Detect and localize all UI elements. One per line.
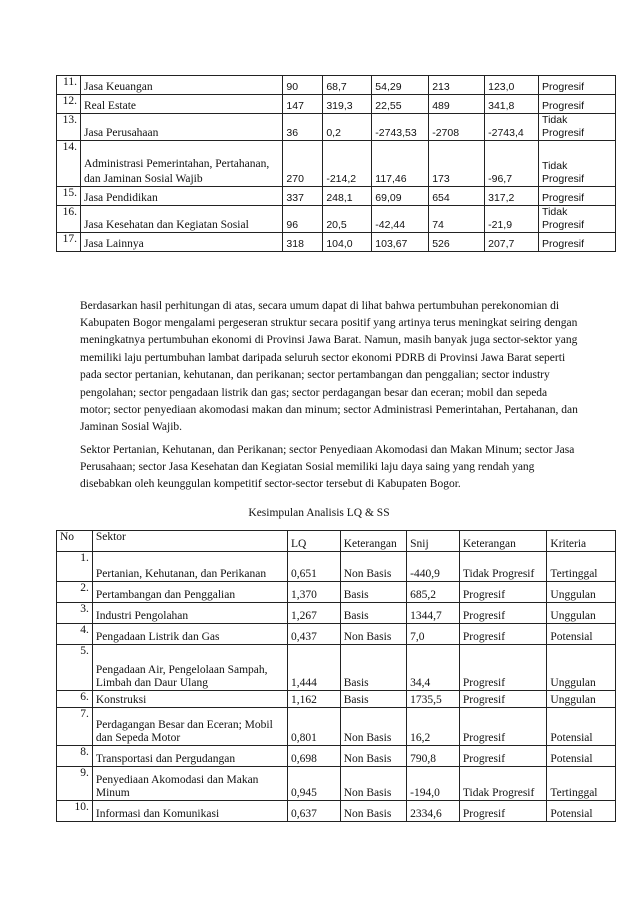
table-row	[57, 603, 616, 624]
lq-value: 0,698	[287, 746, 340, 767]
value-cell: -96,7	[485, 141, 539, 187]
table-row	[57, 114, 616, 141]
lq-value: 0,437	[287, 624, 340, 645]
sector-name: Jasa Perusahaan	[80, 114, 282, 141]
row-number: 10.	[57, 801, 93, 822]
lq-status: Basis	[340, 691, 406, 708]
snij-value: 7,0	[407, 624, 460, 645]
value-cell: -42,44	[372, 206, 429, 233]
table-row	[57, 801, 616, 822]
ss-status: Progresif	[459, 801, 547, 822]
value-cell: -2743,4	[485, 114, 539, 141]
table-row	[57, 708, 616, 746]
table-row	[57, 691, 616, 708]
value-cell: 654	[429, 187, 485, 206]
table-row	[57, 767, 616, 801]
lq-value: 1,162	[287, 691, 340, 708]
sector-name: Pengadaan Air, Pengelolaan Sampah, Limbah dan Daur Ulang	[92, 645, 287, 691]
value-cell: 69,09	[372, 187, 429, 206]
value-cell: 96	[283, 206, 323, 233]
value-cell: 104,0	[323, 233, 372, 252]
lq-status: Non Basis	[340, 624, 406, 645]
lq-status: Non Basis	[340, 746, 406, 767]
value-cell: 337	[283, 187, 323, 206]
header-snij: Snij	[407, 531, 460, 552]
value-cell: 270	[283, 141, 323, 187]
sector-name: Pertambangan dan Penggalian	[92, 582, 287, 603]
table-row	[57, 624, 616, 645]
criteria-cell: Tertinggal	[547, 552, 616, 582]
value-cell: 123,0	[485, 76, 539, 95]
table-row	[57, 141, 616, 187]
sector-name: Real Estate	[80, 95, 282, 114]
value-cell: 147	[283, 95, 323, 114]
lq-ss-conclusion-table	[56, 530, 616, 822]
ss-status: Tidak Progresif	[459, 552, 547, 582]
criteria-cell: Unggulan	[547, 645, 616, 691]
row-number: 13.	[57, 114, 81, 141]
value-cell: 489	[429, 95, 485, 114]
lq-status: Basis	[340, 582, 406, 603]
criteria-cell: Unggulan	[547, 582, 616, 603]
status-cell: Progresif	[539, 76, 616, 95]
lq-status: Non Basis	[340, 552, 406, 582]
value-cell: 248,1	[323, 187, 372, 206]
value-cell: 173	[429, 141, 485, 187]
row-number: 3.	[57, 603, 93, 624]
status-cell: Tidak Progresif	[539, 114, 616, 141]
lq-value: 1,267	[287, 603, 340, 624]
value-cell: 103,67	[372, 233, 429, 252]
value-cell: 90	[283, 76, 323, 95]
header-keterangan-ss: Keterangan	[459, 531, 547, 552]
table-row	[57, 187, 616, 206]
table-row	[57, 552, 616, 582]
value-cell: 22,55	[372, 95, 429, 114]
lq-value: 1,370	[287, 582, 340, 603]
header-keterangan-lq: Keterangan	[340, 531, 406, 552]
snij-value: -194,0	[407, 767, 460, 801]
lq-status: Non Basis	[340, 801, 406, 822]
snij-value: -440,9	[407, 552, 460, 582]
row-number: 12.	[57, 95, 81, 114]
snij-value: 16,2	[407, 708, 460, 746]
header-no: No	[57, 531, 93, 552]
sector-name: Jasa Lainnya	[80, 233, 282, 252]
status-cell: Tidak Progresif	[539, 141, 616, 187]
table-row	[57, 582, 616, 603]
row-number: 17.	[57, 233, 81, 252]
row-number: 8.	[57, 746, 93, 767]
table-row	[57, 746, 616, 767]
ss-status: Progresif	[459, 708, 547, 746]
sector-name: Penyediaan Akomodasi dan Makan Minum	[92, 767, 287, 801]
lq-status: Basis	[340, 645, 406, 691]
sector-name: Jasa Pendidikan	[80, 187, 282, 206]
row-number: 16.	[57, 206, 81, 233]
status-cell: Progresif	[539, 233, 616, 252]
shift-share-table	[56, 75, 616, 252]
value-cell: 526	[429, 233, 485, 252]
criteria-cell: Potensial	[547, 624, 616, 645]
ss-status: Progresif	[459, 645, 547, 691]
snij-value: 2334,6	[407, 801, 460, 822]
row-number: 9.	[57, 767, 93, 801]
table-caption: Kesimpulan Analisis LQ & SS	[248, 507, 390, 519]
snij-value: 685,2	[407, 582, 460, 603]
value-cell: 74	[429, 206, 485, 233]
table-row	[57, 233, 616, 252]
lq-status: Non Basis	[340, 708, 406, 746]
value-cell: -21,9	[485, 206, 539, 233]
value-cell: -214,2	[323, 141, 372, 187]
header-kriteria: Kriteria	[547, 531, 616, 552]
value-cell: 0,2	[323, 114, 372, 141]
criteria-cell: Potensial	[547, 708, 616, 746]
lq-value: 0,651	[287, 552, 340, 582]
value-cell: 341,8	[485, 95, 539, 114]
analysis-paragraph-2: Sektor Pertanian, Kehutanan, dan Perikanan; sector Penyediaan Akomodasi dan Makan Minum; sector Jasa Perusahaan; sector Jasa Kesehatan dan Kegiatan Sosial memiliki laju daya saing yang rendah yang disebabkan oleh keunggulan kompetitif sector-sector tersebut di Kabupaten Bogor.	[80, 443, 575, 491]
value-cell: -2743,53	[372, 114, 429, 141]
status-cell: Tidak Progresif	[539, 206, 616, 233]
row-number: 14.	[57, 141, 81, 187]
criteria-cell: Unggulan	[547, 691, 616, 708]
sector-name: Informasi dan Komunikasi	[92, 801, 287, 822]
criteria-cell: Tertinggal	[547, 767, 616, 801]
value-cell: 68,7	[323, 76, 372, 95]
header-sektor: Sektor	[92, 531, 287, 552]
criteria-cell: Potensial	[547, 801, 616, 822]
value-cell: 213	[429, 76, 485, 95]
value-cell: 54,29	[372, 76, 429, 95]
sector-name: Industri Pengolahan	[92, 603, 287, 624]
sector-name: Pertanian, Kehutanan, dan Perikanan	[92, 552, 287, 582]
lq-value: 0,637	[287, 801, 340, 822]
value-cell: 36	[283, 114, 323, 141]
sector-name: Jasa Kesehatan dan Kegiatan Sosial	[80, 206, 282, 233]
sector-name: Pengadaan Listrik dan Gas	[92, 624, 287, 645]
value-cell: -2708	[429, 114, 485, 141]
ss-status: Progresif	[459, 603, 547, 624]
sector-name: Konstruksi	[92, 691, 287, 708]
row-number: 2.	[57, 582, 93, 603]
ss-status: Progresif	[459, 624, 547, 645]
status-cell: Progresif	[539, 95, 616, 114]
row-number: 7.	[57, 708, 93, 746]
table-row	[57, 645, 616, 691]
row-number: 4.	[57, 624, 93, 645]
snij-value: 790,8	[407, 746, 460, 767]
snij-value: 1344,7	[407, 603, 460, 624]
row-number: 6.	[57, 691, 93, 708]
value-cell: 20,5	[323, 206, 372, 233]
ss-status: Tidak Progresif	[459, 767, 547, 801]
value-cell: 207,7	[485, 233, 539, 252]
value-cell: 319,3	[323, 95, 372, 114]
sector-name: Jasa Keuangan	[80, 76, 282, 95]
row-number: 11.	[57, 76, 81, 95]
criteria-cell: Potensial	[547, 746, 616, 767]
snij-value: 34,4	[407, 645, 460, 691]
row-number: 5.	[57, 645, 93, 691]
sector-name: Administrasi Pemerintahan, Pertahanan, dan Jaminan Sosial Wajib	[80, 141, 282, 187]
ss-status: Progresif	[459, 582, 547, 603]
ss-status: Progresif	[459, 691, 547, 708]
analysis-paragraph-1: Berdasarkan hasil perhitungan di atas, secara umum dapat di lihat bahwa pertumbuhan perekonomian di Kabupaten Bogor mengalami pergeseran struktur secara positif yang artinya terus meningkat seiring dengan meningkatnya pertumbuhan ekonomi di Provinsi Jawa Barat. Namun, masih banyak juga sector-sektor yang memiliki laju pertumbuhan lambat daripada seluruh sector ekonomi PDRB di Provinsi Jawa Barat seperti pada sector pertanian, kehutanan, dan perikanan; sector pertambangan dan penggalian; sector industry pengolahan; sector pengadaan listrik dan gas; sector perdagangan besar dan eceran; mobil dan sepeda motor; sector penyediaan akomodasi makan dan minum; sector Administrasi Pemerintahan, Pertahanan, dan Jaminan Sosial Wajib.	[80, 299, 578, 434]
status-cell: Progresif	[539, 187, 616, 206]
table-row	[57, 206, 616, 233]
lq-value: 0,945	[287, 767, 340, 801]
value-cell: 317,2	[485, 187, 539, 206]
lq-status: Non Basis	[340, 767, 406, 801]
lq-status: Basis	[340, 603, 406, 624]
table-row	[57, 76, 616, 95]
row-number: 15.	[57, 187, 81, 206]
snij-value: 1735,5	[407, 691, 460, 708]
table-header-row	[57, 531, 616, 552]
sector-name: Transportasi dan Pergudangan	[92, 746, 287, 767]
lq-value: 1,444	[287, 645, 340, 691]
header-lq: LQ	[287, 531, 340, 552]
ss-status: Progresif	[459, 746, 547, 767]
lq-value: 0,801	[287, 708, 340, 746]
table-row	[57, 95, 616, 114]
row-number: 1.	[57, 552, 93, 582]
value-cell: 117,46	[372, 141, 429, 187]
sector-name: Perdagangan Besar dan Eceran; Mobil dan Sepeda Motor	[92, 708, 287, 746]
criteria-cell: Unggulan	[547, 603, 616, 624]
value-cell: 318	[283, 233, 323, 252]
